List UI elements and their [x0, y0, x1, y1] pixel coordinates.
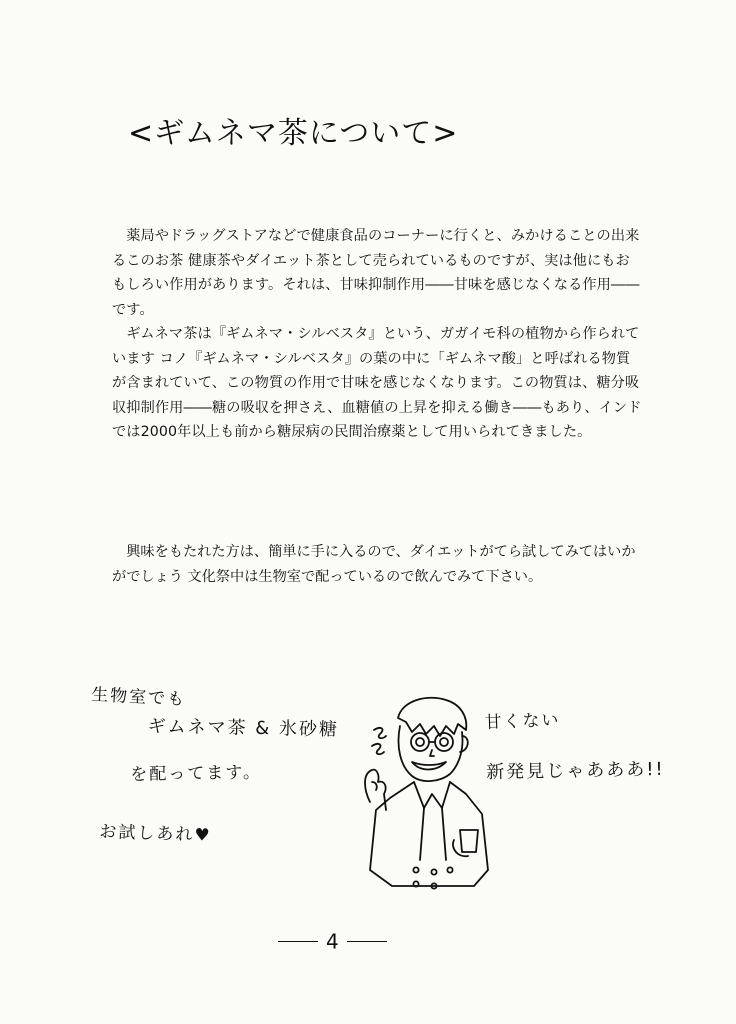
paragraph-2: ギムネマ茶は『ギムネマ・シルベスタ』という、ガガイモ科の植物から作られています コノ『ギムネマ・シルベスタ』の葉の中に「ギムネマ酸」と呼ばれる物質が含まれていて、この物質の作用で甘味を感じなくなります。この物質は、糖分吸収抑制作用――糖の吸収を押さえ、血糖値の上昇を抑える働き――もあり、インドでは2000年以上も前から糖尿病の民間治療薬として用いられてきました。	[112, 326, 642, 440]
closing-text: 興味をもたれた方は、簡単に手に入るので、ダイエットがてら試してみてはいかがでしょう 文化祭中は生物室で配っているので飲んでみて下さい。	[112, 544, 636, 585]
closing-paragraph	[112, 540, 644, 590]
speech-text-1: 甘くない	[484, 710, 561, 733]
page-number	[270, 928, 395, 954]
handwritten-note-line3: を配ってます。	[130, 762, 263, 785]
handwritten-note-line4: お試しあれ♥	[99, 821, 213, 846]
scientist-illustration	[350, 690, 520, 900]
paragraph-1: 薬局やドラッグストアなどで健康食品のコーナーに行くと、みかけることの出来るこのお茶 健康茶やダイエット茶として売られているものですが、実は他にもおもしろい作用があります。それは、甘味抑制作用――甘味を感じなくなる作用――です。	[112, 228, 640, 318]
page-title: <ギムネマ茶について>	[128, 116, 459, 151]
handwritten-note-line1: 生物室でも	[90, 684, 187, 710]
article-body	[112, 224, 644, 445]
handwritten-note-line2: ギムネマ茶 & 氷砂糖	[147, 715, 340, 741]
speech-text-2: 新発見じゃあああ!!	[486, 758, 665, 783]
page-number-value: 4	[326, 929, 339, 954]
